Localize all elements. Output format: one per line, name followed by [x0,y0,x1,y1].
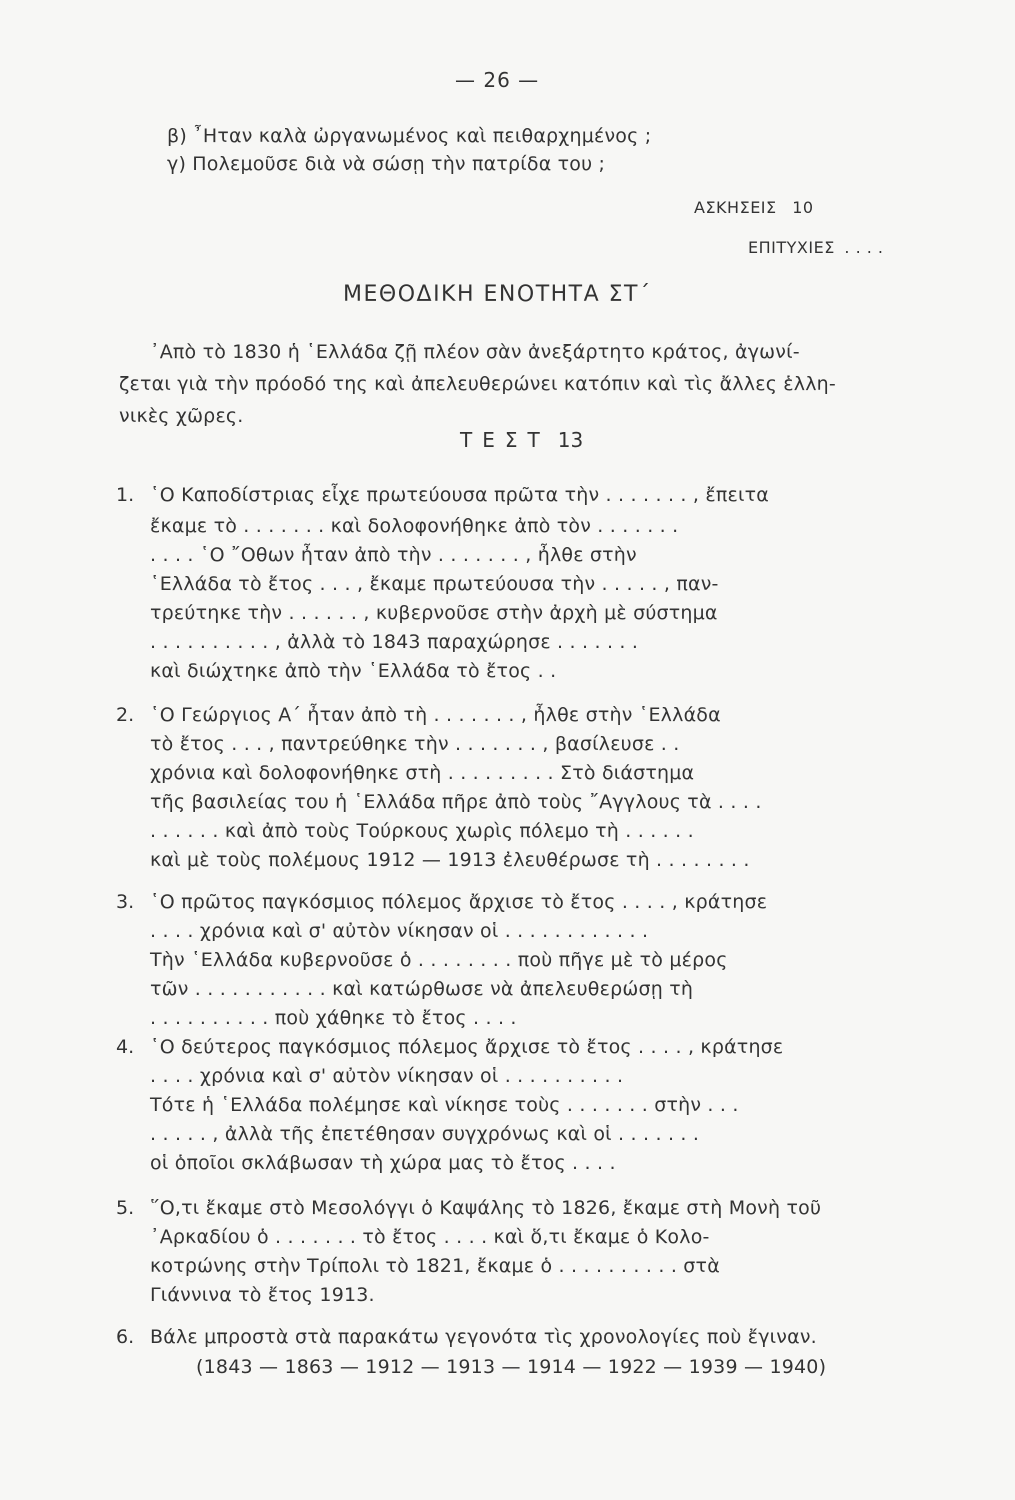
question-1-line: καὶ διώχτηκε ἀπὸ τὴν ῾Ελλάδα τὸ ἔτος . . [150,660,557,682]
exercises-label: ΑΣΚΗΣΕΙΣ [694,198,777,217]
question-3-line: . . . . χρόνια καὶ σ' αὐτὸν νίκησαν οἱ . . . . . . . . . . . . [150,920,649,942]
question-5-line: ῞Ο,τι ἔκαμε στὸ Μεσολόγγι ὁ Καψάλης τὸ 1826, ἔκαμε στὴ Μονὴ τοῦ [150,1197,822,1219]
question-1-line: ῾Ελλάδα τὸ ἔτος . . . , ἔκαμε πρωτεύουσα τὴν . . . . . , παν- [150,573,719,595]
question-2-line: τῆς βασιλείας του ἡ ῾Ελλάδα πῆρε ἀπὸ τοὺς ῎Αγγλους τὰ . . . . [150,791,762,813]
question-4-line: ῾Ο δεύτερος παγκόσμιος πόλεμος ἄρχισε τὸ ἔτος . . . . , κράτησε [150,1036,784,1058]
question-6-dates: (1843 — 1863 — 1912 — 1913 — 1914 — 1922 — 1939 — 1940) [196,1356,827,1378]
question-b: β) ῏Ηταν καλὰ ὠργανωμένος καὶ πειθαρχημένος ; [167,125,652,147]
page-number: — 26 — [455,68,540,92]
question-3-number: 3. [116,891,135,913]
question-5-number: 5. [116,1197,135,1219]
test-heading [460,428,583,452]
successes-score [748,236,884,260]
question-3-line: Τὴν ῾Ελλάδα κυβερνοῦσε ὁ . . . . . . . . ποὺ πῆγε μὲ τὸ μέρος [150,949,728,971]
intro-line-1: ᾿Απὸ τὸ 1830 ἡ ῾Ελλάδα ζῇ πλέον σὰν ἀνεξάρτητο κράτος, ἀγωνί- [150,341,800,363]
exercises-score [694,196,814,220]
successes-label: ΕΠΙΤΥΧΙΕΣ [748,238,835,257]
question-2-line: τὸ ἔτος . . . , παντρεύθηκε τὴν . . . . . . . , βασίλευσε . . [150,733,680,755]
question-3-line: . . . . . . . . . . ποὺ χάθηκε τὸ ἔτος . . . . [150,1007,517,1029]
question-1-line: ῾Ο Καποδίστριας εἶχε πρωτεύουσα πρῶτα τὴν . . . . . . . , ἔπειτα [150,484,769,506]
question-4-line: . . . . χρόνια καὶ σ' αὐτὸν νίκησαν οἱ . . . . . . . . . . [150,1065,624,1087]
question-4-line: . . . . . , ἀλλὰ τῆς ἐπετέθησαν συγχρόνως καὶ οἱ . . . . . . . [150,1123,700,1145]
question-1-line: . . . . . . . . . . , ἀλλὰ τὸ 1843 παραχώρησε . . . . . . . [150,631,639,653]
intro-line-3: νικὲς χῶρες. [119,405,244,427]
question-1-number: 1. [116,484,135,506]
question-3-line: ῾Ο πρῶτος παγκόσμιος πόλεμος ἄρχισε τὸ ἔτος . . . . , κράτησε [150,891,768,913]
question-4-line: οἱ ὁποῖοι σκλάβωσαν τὴ χώρα μας τὸ ἔτος . . . . [150,1152,616,1174]
question-2-number: 2. [116,704,135,726]
section-title: ΜΕΘΟΔΙΚΗ ΕΝΟΤΗΤΑ ΣΤ΄ [343,282,652,307]
question-1-line: ἔκαμε τὸ . . . . . . . καὶ δολοφονήθηκε ἀπὸ τὸν . . . . . . . [150,515,679,537]
question-4-number: 4. [116,1036,135,1058]
question-2-line: καὶ μὲ τοὺς πολέμους 1912 — 1913 ἐλευθέρωσε τὴ . . . . . . . . [150,849,750,871]
question-5-line: Γιάννινα τὸ ἔτος 1913. [150,1284,375,1306]
question-5-line: ᾿Αρκαδίου ὁ . . . . . . . τὸ ἔτος . . . . καὶ ὅ,τι ἔκαμε ὁ Κολο- [150,1226,710,1248]
successes-dots: . . . . [844,238,884,257]
question-5-line: κοτρώνης στὴν Τρίπολι τὸ 1821, ἔκαμε ὁ . . . . . . . . . . στὰ [150,1255,720,1277]
question-6-number: 6. [116,1326,135,1348]
intro-line-2: ζεται γιὰ τὴν πρόοδό της καὶ ἀπελευθερώνει κατόπιν καὶ τὶς ἄλλες ἑλλη- [119,373,836,395]
question-2-line: χρόνια καὶ δολοφονήθηκε στὴ . . . . . . . . . Στὸ διάστημα [150,762,695,784]
question-1-line: τρεύτηκε τὴν . . . . . . , κυβερνοῦσε στὴν ἀρχὴ μὲ σύστημα [150,602,718,624]
question-2-line: ῾Ο Γεώργιος Α΄ ἦταν ἀπὸ τὴ . . . . . . . , ἦλθε στὴν ῾Ελλάδα [150,704,721,726]
question-2-line: . . . . . . καὶ ἀπὸ τοὺς Τούρκους χωρὶς πόλεμο τὴ . . . . . . [150,820,694,842]
question-3-line: τῶν . . . . . . . . . . . καὶ κατώρθωσε νὰ ἀπελευθερώσῃ τὴ [150,978,694,1000]
question-4-line: Τότε ἡ ῾Ελλάδα πολέμησε καὶ νίκησε τοὺς . . . . . . . στὴν . . . [150,1094,739,1116]
test-label: ΤΕΣΤ [460,428,550,452]
question-6-line: Βάλε μπροστὰ στὰ παρακάτω γεγονότα τὶς χρονολογίες ποὺ ἔγιναν. [150,1326,817,1348]
question-g: γ) Πολεμοῦσε διὰ νὰ σώσῃ τὴν πατρίδα του ; [167,153,606,175]
test-number: 13 [557,428,584,452]
question-1-line: . . . . ῾Ο ῎Οθων ἦταν ἀπὸ τὴν . . . . . . . , ἦλθε στὴν [150,544,637,566]
exercises-value: 10 [792,198,814,217]
